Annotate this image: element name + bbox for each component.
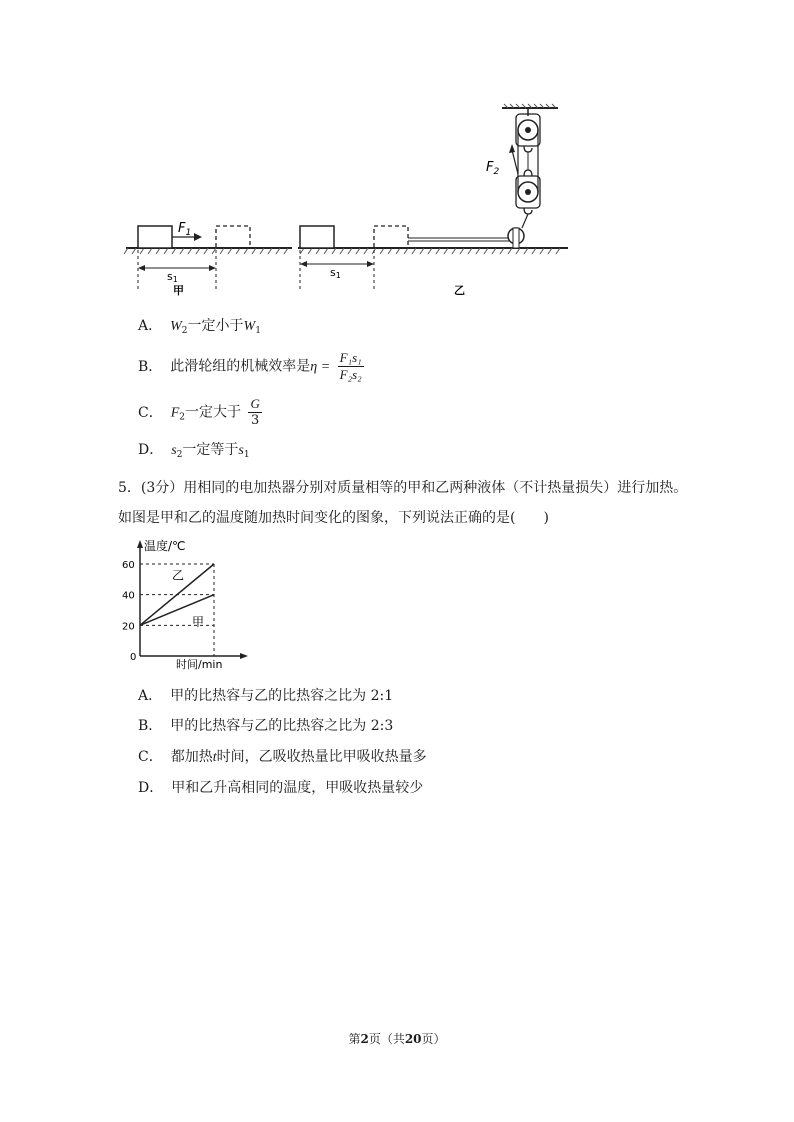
label-f1: $F_1$	[178, 221, 192, 238]
x-axis-label: 时间/min	[176, 658, 223, 670]
q5-option-c: C． 都加热t时间，乙吸收热量比甲吸收热量多	[138, 749, 427, 765]
q5-option-b: B． 甲的比热容与乙的比热容之比为 2:3	[138, 718, 394, 734]
q4-option-d: D． $s_2$一定等于$s_1$	[138, 442, 250, 460]
q5-stem-line2: 如图是甲和乙的温度随加热时间变化的图象，下列说法正确的是( )	[118, 510, 549, 526]
x-axis-arrow	[240, 653, 248, 659]
series-label-1: 甲	[192, 615, 205, 629]
q4-option-b: B． 此滑轮组的机械效率是η = $\frac{\text{F₁s₁}}{\text{F₂s₂}}$	[138, 350, 362, 382]
label-s1-right: s1	[330, 266, 341, 280]
label-f2: $F_2$	[486, 160, 500, 177]
q4-option-c: C． $F_2$一定大于 $\frac{G}{3}$	[138, 396, 260, 428]
efficiency-fraction: $\frac{\text{F₁s₁}}{\text{F₂s₂}}$	[339, 350, 362, 382]
caption-yi: 乙	[454, 284, 465, 297]
y-tick-label-60: 60	[122, 560, 135, 571]
mechanics-figure	[120, 100, 580, 300]
temperature-time-chart	[110, 538, 250, 670]
y-tick-label-20: 20	[122, 621, 135, 633]
y-axis-arrow	[137, 540, 143, 548]
q5-option-a: A． 甲的比热容与乙的比热容之比为 2:1	[138, 688, 394, 704]
y-tick-label-40: 40	[122, 590, 135, 602]
q5-option-d: D． 甲和乙升高相同的温度，甲吸收热量较少	[138, 780, 424, 796]
origin-label: 0	[130, 652, 137, 663]
g-over-3-fraction: $\frac{G}{3}$	[250, 396, 260, 428]
y-axis-label: 温度/℃	[144, 539, 186, 553]
caption-jia: 甲	[173, 284, 184, 297]
label-s1-left: s1	[167, 270, 178, 284]
page-footer: 第2页（共20页）	[348, 1032, 446, 1046]
q5-stem-line1: 5．(3分）用相同的电加热器分别对质量相等的甲和乙两种液体（不计热量损失）进行加热。	[118, 480, 688, 496]
q4-option-a: A． $W_2$一定小于$W_1$	[138, 318, 261, 336]
series-label-0: 乙	[172, 568, 185, 583]
